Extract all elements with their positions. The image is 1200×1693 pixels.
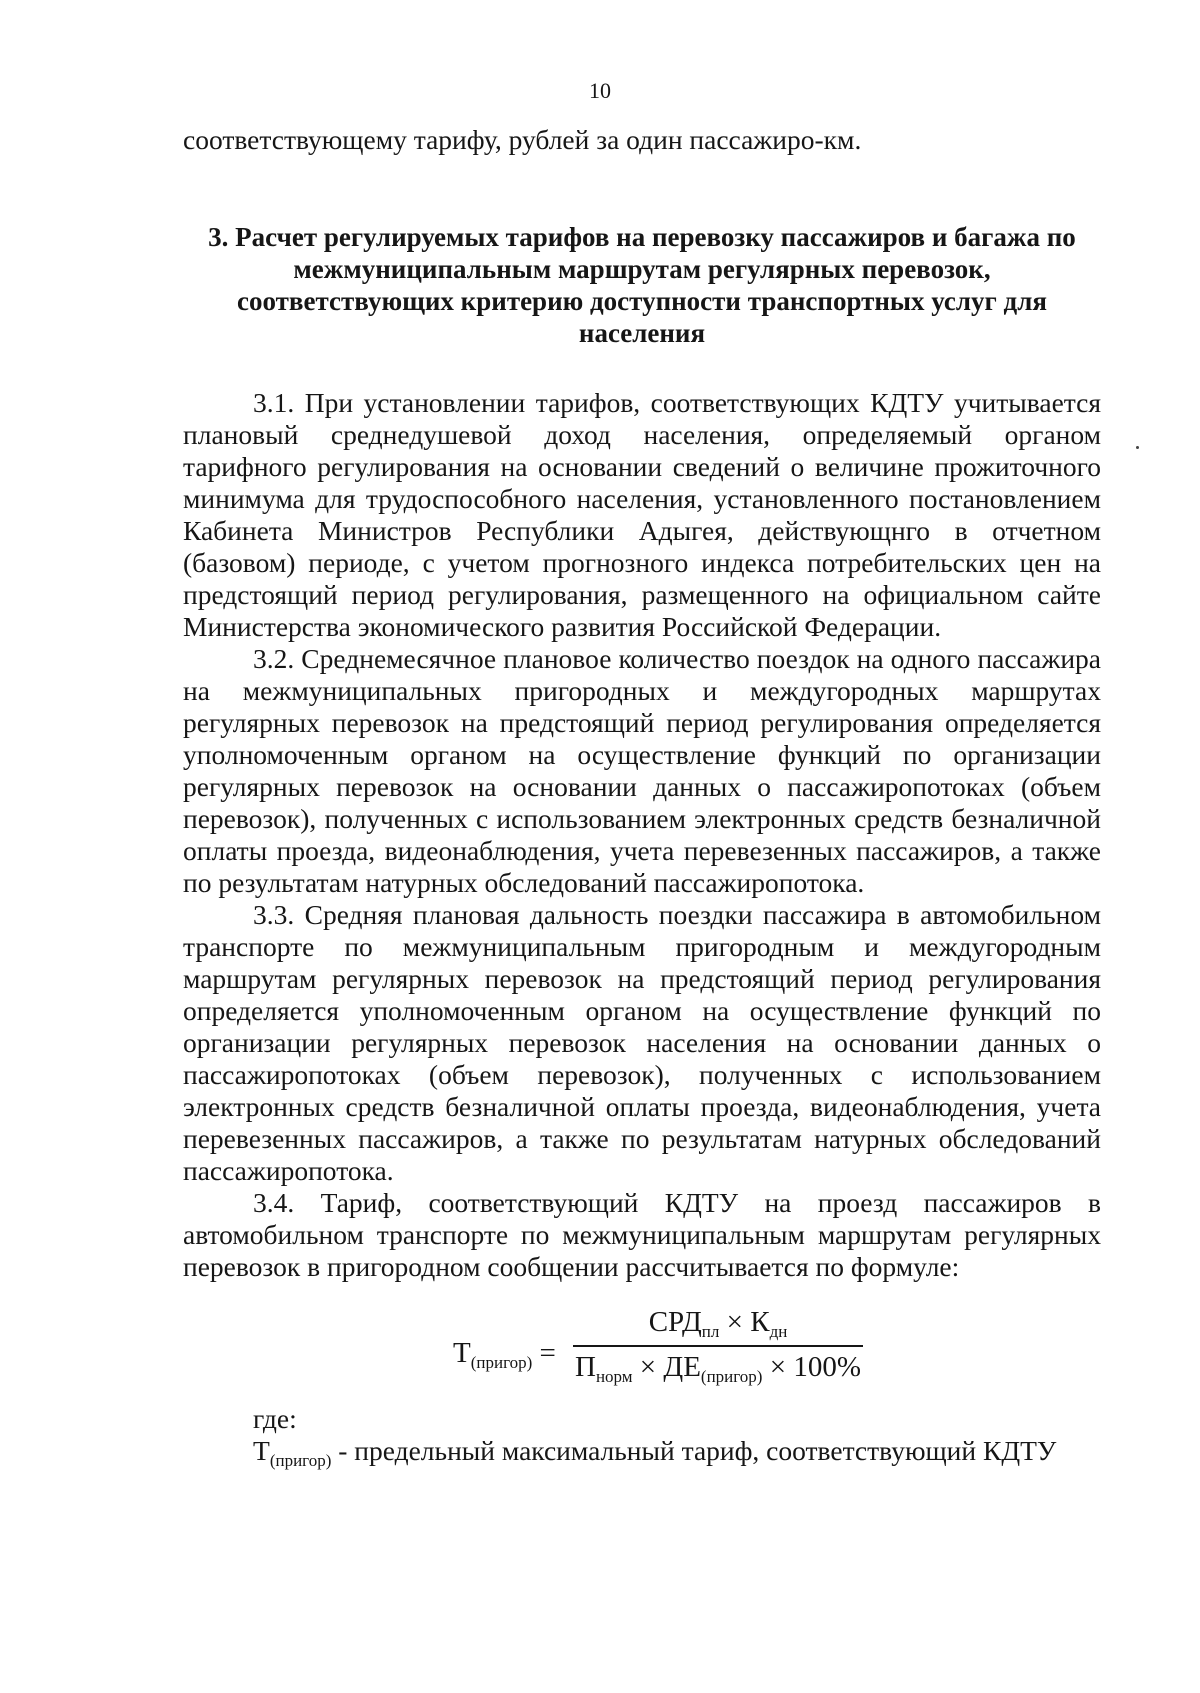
den-percent: 100% xyxy=(793,1351,862,1383)
num-k: К xyxy=(750,1306,770,1338)
where-term: Т xyxy=(253,1435,270,1466)
formula-lhs-subscript: (пригор) xyxy=(470,1353,533,1372)
where-term-subscript: (пригор) xyxy=(269,1451,332,1470)
intro-line: соответствующему тарифу, рублей за один пассажиро-км. xyxy=(183,124,862,155)
paragraph-3-2: 3.2. Среднемесячное плановое количество поездок на одного пассажира на межмуниципальных пригородных и междугородных маршрутах регулярных перевозок на предстоящий период регулирования определяется уполномоченным органом на осуществление функций по организации регулярных перевозок на основании данных о пассажиропотоках (объем перевозок), полученных с использованием электронных средств безналичной оплаты проезда, видеонаблюдения, учета перевезенных пассажиров, а также по результатам натурных обследований пассажиропотока. xyxy=(183,643,1101,898)
formula-fraction xyxy=(573,1301,863,1389)
num-srd: СРД xyxy=(648,1306,702,1338)
formula-numerator xyxy=(573,1301,863,1343)
num-times: × xyxy=(726,1306,743,1338)
formula-denominator xyxy=(573,1347,863,1389)
den-p: П xyxy=(574,1351,596,1383)
paragraph-3-3: 3.3. Средняя плановая дальность поездки пассажира в автомобильном транспорте по межмуниципальным пригородным и междугородным маршрутам регулярных перевозок на предстоящий период регулирования определяется уполномоченным органом на осуществление функций по организации регулярных перевозок населения на основании данных о пассажиропотоках (объем перевозок), полученных с использованием электронных средств безналичной оплаты проезда, видеонаблюдения, учета перевезенных пассажиров, а также по результатам натурных обследований пассажиропотока. xyxy=(183,899,1101,1186)
page-number: 10 xyxy=(589,78,611,103)
where-label: где: xyxy=(253,1403,297,1434)
den-times-1: × xyxy=(639,1351,657,1383)
den-de: ДЕ xyxy=(663,1351,701,1383)
where-definition: - предельный максимальный тариф, соответствующий КДТУ xyxy=(331,1435,1057,1466)
paragraph-3-1: 3.1. При установлении тарифов, соответствующих КДТУ учитывается плановый среднедушевой доход населения, определяемый органом тарифного регулирования на основании сведений о величине прожиточного минимума для трудоспособного населения, установленного постановлением Кабинета Министров Республики Адыгея, действующнго в отчетном (базовом) периоде, с учетом прогнозного индекса потребительских цен на предстоящий период регулирования, размещенного на официальном сайте Министерства экономического развития Российской Федерации. xyxy=(183,387,1101,642)
section-title: 3. Расчет регулируемых тарифов на перевозку пассажиров и багажа по межмуниципальным маршрутам регулярных перевозок, соответствующих критерию доступности транспортных услуг для населения xyxy=(208,222,1076,348)
where-definition-row xyxy=(183,1435,1101,1477)
tariff-formula xyxy=(183,1301,1101,1403)
scan-dot xyxy=(1136,446,1139,449)
den-times-2: × xyxy=(769,1351,787,1383)
paragraph-3-4: 3.4. Тариф, соответствующий КДТУ на проезд пассажиров в автомобильном транспорте по межмуниципальным маршрутам регулярных перевозок в пригородном сообщении рассчитывается по формуле: xyxy=(183,1187,1101,1282)
formula-lhs xyxy=(453,1337,556,1379)
num-k-sub: дн xyxy=(769,1322,788,1341)
document-body xyxy=(183,124,1101,1477)
den-p-sub: норм xyxy=(595,1367,633,1386)
formula-lhs-symbol: Т xyxy=(453,1337,471,1369)
num-srd-sub: пл xyxy=(701,1322,720,1341)
formula-equals: = xyxy=(539,1337,556,1369)
den-de-sub: (пригор) xyxy=(700,1367,763,1386)
section-body xyxy=(183,387,1101,1283)
